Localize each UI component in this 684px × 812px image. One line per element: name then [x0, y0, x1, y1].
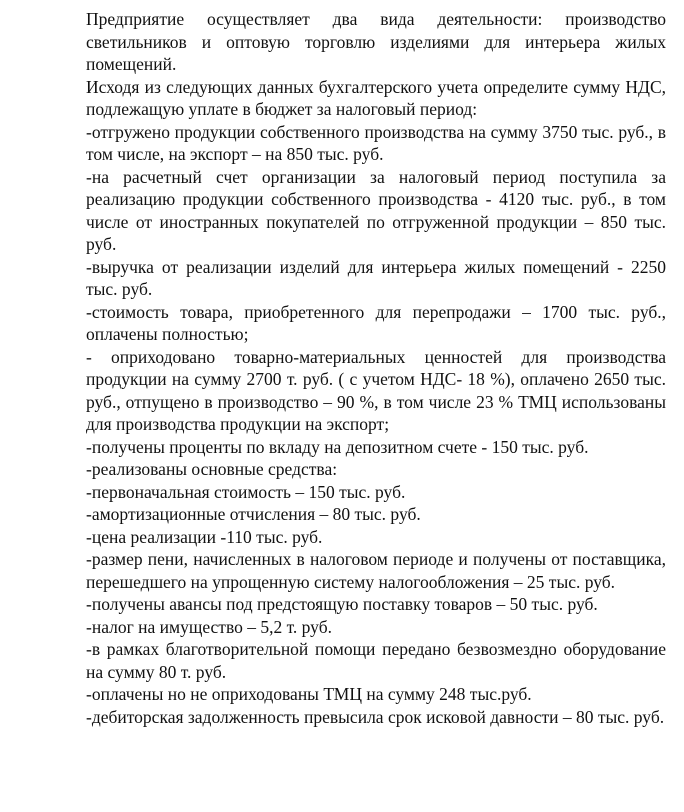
document-body [86, 8, 666, 728]
paragraph-initial-cost: -первоначальная стоимость – 150 тыс. руб. [86, 481, 406, 502]
paragraph-interior-revenue: -выручка от реализации изделий для интерьера жилых помещений - 2250 тыс. руб. [86, 256, 666, 299]
paragraph-bank-receipts: -на расчетный счет организации за налоговый период поступила за реализацию продукции собственного производства - 4120 тыс. руб., в том числе от иностранных покупателей по отгруженной продукции – 850 тыс. руб. [86, 166, 666, 254]
paragraph-fixed-assets-sold: -реализованы основные средства: [86, 459, 338, 479]
paragraph-advances: -получены авансы под предстоящую поставку товаров – 50 тыс. руб. [86, 594, 598, 614]
paragraph-goods-for-resale: -стоимость товара, приобретенного для перепродажи – 1700 тыс. руб., оплачены полностью; [86, 301, 666, 344]
paragraph-task: Исходя из следующих данных бухгалтерского учета определите сумму НДС, подлежащую уплате в бюджет за налоговый период: [86, 76, 666, 119]
paragraph-intro-enterprise: Предприятие осуществляет два вида деятельности: производство светильников и оптовую торговлю изделиями для интерьера жилых помещений. [86, 9, 666, 74]
paragraph-depreciation: -амортизационные отчисления – 80 тыс. руб. [86, 504, 421, 524]
paragraph-receivables: -дебиторская задолженность превысила срок исковой давности – 80 тыс. руб. [86, 706, 665, 727]
paragraph-property-tax: -налог на имущество – 5,2 т. руб. [86, 616, 332, 637]
paragraph-materials-received: - оприходовано товарно-материальных ценностей для производства продукции на сумму 2700 т. руб. ( с учетом НДС- 18 %), оплачено 2650 тыс. руб., отпущено в производство – 90 %, в том числе 23 % ТМЦ использованы для производства продукции на экспорт; [86, 346, 666, 434]
paragraph-deposit-interest: -получены проценты по вкладу на депозитном счете - 150 тыс. руб. [86, 436, 589, 457]
paragraph-penalties: -размер пени, начисленных в налоговом периоде и получены от поставщика, перешедшего на упрощенную систему налогообложения – 25 тыс. руб. [86, 549, 666, 592]
paragraph-shipped-products: -отгружено продукции собственного производства на сумму 3750 тыс. руб., в том числе, на экспорт – на 850 тыс. руб. [86, 121, 666, 164]
paragraph-paid-not-received: -оплачены но не оприходованы ТМЦ на сумму 248 тыс.руб. [86, 684, 532, 704]
paragraph-charity: -в рамках благотворительной помощи передано безвозмездно оборудование на сумму 80 т. руб. [86, 639, 666, 682]
paragraph-sale-price: -цена реализации -110 тыс. руб. [86, 526, 323, 547]
